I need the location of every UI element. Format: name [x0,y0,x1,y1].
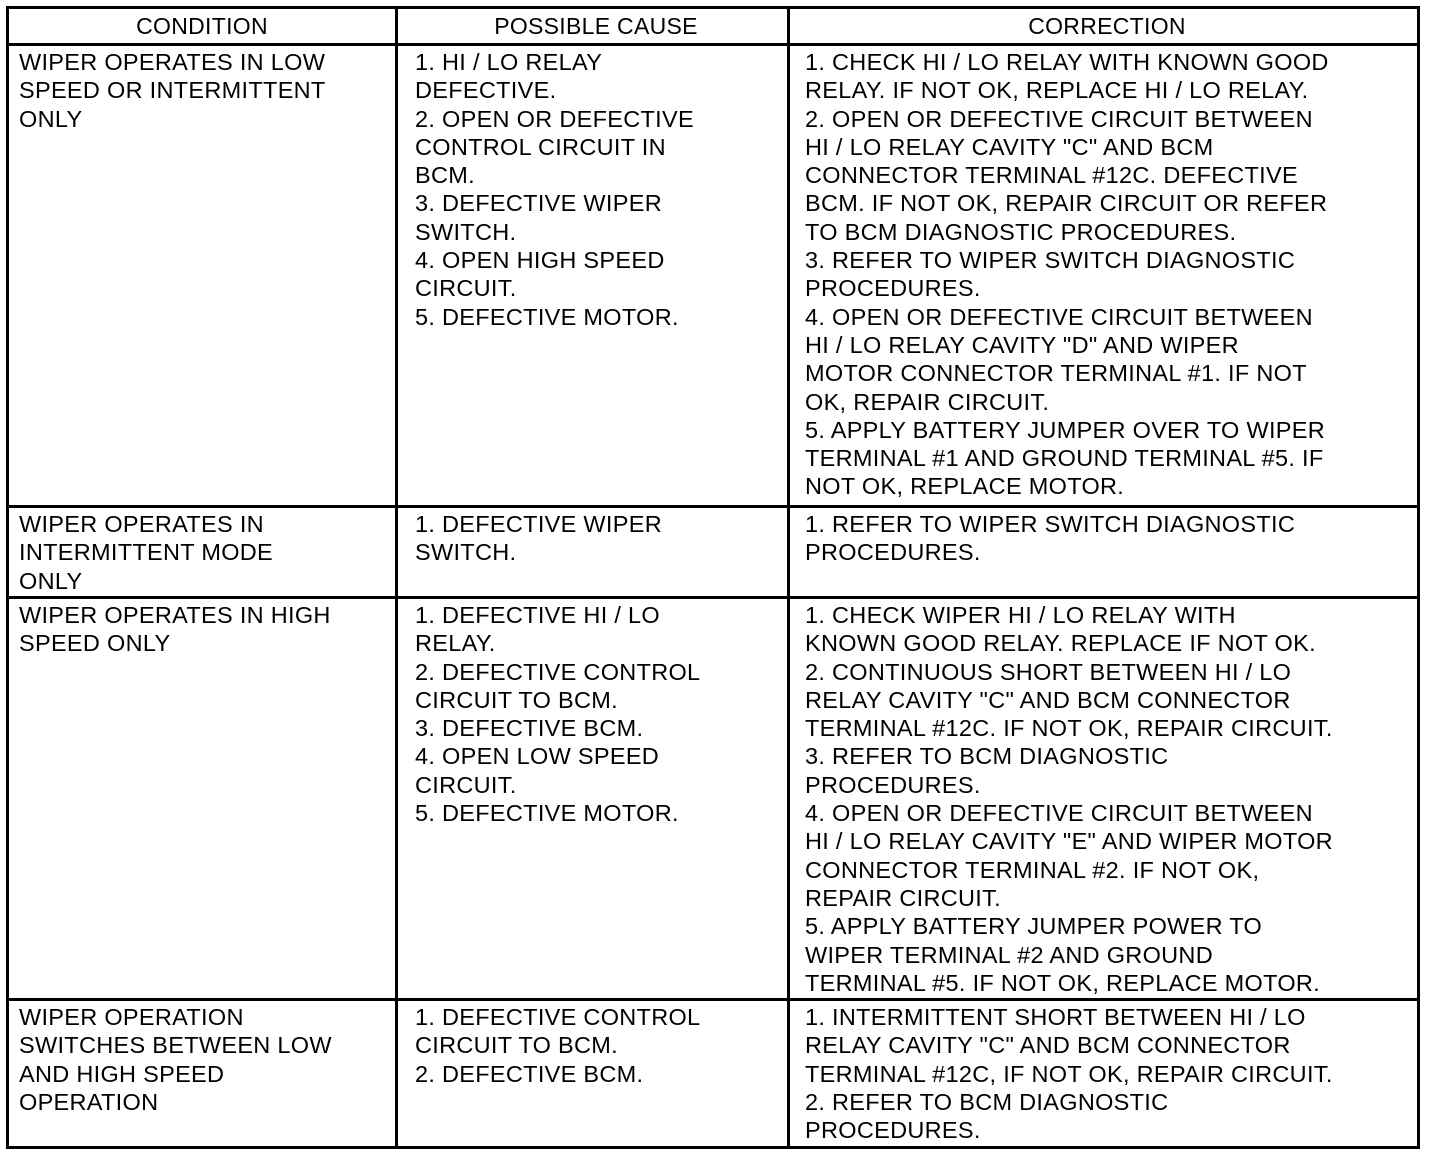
header-correction: CORRECTION [1028,13,1186,39]
cell-text-line: HI / LO RELAY CAVITY "D" AND WIPER [805,331,1239,358]
correction-cell [790,46,1417,505]
cell-text-line: PROCEDURES. [805,539,981,566]
cell-text-line: MOTOR CONNECTOR TERMINAL #1. IF NOT [805,360,1307,387]
cell-text-line: 2. OPEN OR DEFECTIVE CIRCUIT BETWEEN [805,105,1313,132]
cell-text-line: RELAY CAVITY "C" AND BCM CONNECTOR [805,686,1291,713]
table-row [9,508,1417,599]
cell-text-line: NOT OK, REPLACE MOTOR. [805,473,1125,500]
cell-text-line: WIPER OPERATES IN HIGH [19,602,331,628]
cell-text-line: 4. OPEN LOW SPEED [415,743,660,770]
cell-text-line: CIRCUIT TO BCM. [415,1032,618,1059]
possible-cause-cell [398,599,790,998]
cell-text-line: TERMINAL #1 AND GROUND TERMINAL #5. IF [805,445,1324,472]
cell-text-line: 5. DEFECTIVE MOTOR. [415,800,679,827]
table-row [9,46,1417,508]
cell-text-line: WIPER TERMINAL #2 AND GROUND [805,941,1213,968]
possible-cause-cell [398,46,790,505]
cell-text-line: CIRCUIT TO BCM. [415,686,618,713]
cell-text-line: WIPER OPERATES IN LOW [19,49,326,75]
cell-text-line: CONNECTOR TERMINAL #12C. DEFECTIVE [805,162,1298,189]
cell-text-line: INTERMITTENT MODE [19,539,274,566]
table-header-row [9,9,1417,46]
cell-text-line: 1. HI / LO RELAY [415,49,603,75]
cell-text-line: 4. OPEN HIGH SPEED [415,247,665,274]
cell-text-line: SWITCH. [415,539,517,566]
cell-text-line: TERMINAL #12C, IF NOT OK, REPAIR CIRCUIT. [805,1060,1333,1087]
condition-cell [9,599,398,998]
cell-text-line: RELAY. [415,630,496,657]
cell-text-line: PROCEDURES. [805,275,981,302]
cell-text-line: REPAIR CIRCUIT. [805,884,1001,911]
cell-text-line: HI / LO RELAY CAVITY "E" AND WIPER MOTOR [805,828,1333,855]
cell-text-line: 5. DEFECTIVE MOTOR. [415,303,679,330]
cell-text-line: WIPER OPERATES IN [19,511,264,537]
cell-text-line: 2. CONTINUOUS SHORT BETWEEN HI / LO [805,658,1292,685]
cell-text-line: ONLY [19,567,83,594]
correction-cell [790,508,1417,596]
cell-text-line: DEFECTIVE. [415,77,557,104]
condition-cell [9,508,398,596]
cell-text-line: ONLY [19,105,83,132]
cell-text-line: WIPER OPERATION [19,1004,244,1030]
cell-text-line: BCM. [415,162,475,189]
cell-text-line: 2. OPEN OR DEFECTIVE [415,105,694,132]
cell-text-line: SPEED OR INTERMITTENT [19,77,326,104]
cell-text-line: 4. OPEN OR DEFECTIVE CIRCUIT BETWEEN [805,800,1313,827]
cell-text-line: CIRCUIT. [415,275,517,302]
header-condition: CONDITION [9,9,398,43]
cell-text-line: TERMINAL #5. IF NOT OK, REPLACE MOTOR. [805,969,1321,996]
cell-text-line: 2. DEFECTIVE CONTROL [415,658,701,685]
possible-cause-cell [398,1001,790,1146]
cell-text-line: 5. APPLY BATTERY JUMPER POWER TO [805,913,1263,940]
cell-text-line: 3. DEFECTIVE WIPER [415,190,662,217]
table-row [9,599,1417,1001]
cell-text-line: 1. DEFECTIVE HI / LO [415,602,660,628]
cell-text-line: 1. REFER TO WIPER SWITCH DIAGNOSTIC [805,511,1296,537]
header-possible-cause: POSSIBLE CAUSE [398,9,790,43]
cell-text-line: KNOWN GOOD RELAY. REPLACE IF NOT OK. [805,630,1316,657]
condition-cell [9,1001,398,1146]
cell-text-line: RELAY CAVITY "C" AND BCM CONNECTOR [805,1032,1291,1059]
cell-text-line: 4. OPEN OR DEFECTIVE CIRCUIT BETWEEN [805,303,1313,330]
cell-text-line: RELAY. IF NOT OK, REPLACE HI / LO RELAY. [805,77,1309,104]
possible-cause-cell [398,508,790,596]
cell-text-line: 1. DEFECTIVE WIPER [415,511,662,537]
cell-text-line: 1. CHECK WIPER HI / LO RELAY WITH [805,602,1236,628]
cell-text-line: 1. DEFECTIVE CONTROL [415,1004,701,1030]
cell-text-line: 3. REFER TO BCM DIAGNOSTIC [805,743,1169,770]
cell-text-line: CIRCUIT. [415,771,517,798]
cell-text-line: OPERATION [19,1088,159,1115]
table-row [9,1001,1417,1146]
cell-text-line: PROCEDURES. [805,1117,981,1144]
cell-text-line: 3. DEFECTIVE BCM. [415,715,644,742]
cell-text-line: SPEED ONLY [19,630,171,657]
cell-text-line: AND HIGH SPEED [19,1060,225,1087]
cell-text-line: SWITCHES BETWEEN LOW [19,1032,332,1059]
cell-text-line: BCM. IF NOT OK, REPAIR CIRCUIT OR REFER [805,190,1328,217]
diagnosis-table [6,6,1420,1149]
cell-text-line: HI / LO RELAY CAVITY "C" AND BCM [805,133,1214,160]
correction-cell [790,1001,1417,1146]
cell-text-line: 5. APPLY BATTERY JUMPER OVER TO WIPER [805,416,1325,443]
cell-text-line: 3. REFER TO WIPER SWITCH DIAGNOSTIC [805,247,1296,274]
cell-text-line: 2. REFER TO BCM DIAGNOSTIC [805,1088,1169,1115]
cell-text-line: TERMINAL #12C. IF NOT OK, REPAIR CIRCUIT. [805,715,1333,742]
cell-text-line: SWITCH. [415,218,517,245]
cell-text-line: CONNECTOR TERMINAL #2. IF NOT OK, [805,856,1260,883]
condition-cell [9,46,398,505]
cell-text-line: OK, REPAIR CIRCUIT. [805,388,1050,415]
cell-text-line: 2. DEFECTIVE BCM. [415,1060,644,1087]
correction-cell [790,599,1417,998]
cell-text-line: 1. INTERMITTENT SHORT BETWEEN HI / LO [805,1004,1306,1030]
cell-text-line: PROCEDURES. [805,771,981,798]
cell-text-line: CONTROL CIRCUIT IN [415,133,666,160]
cell-text-line: 1. CHECK HI / LO RELAY WITH KNOWN GOOD [805,49,1329,75]
cell-text-line: TO BCM DIAGNOSTIC PROCEDURES. [805,218,1237,245]
